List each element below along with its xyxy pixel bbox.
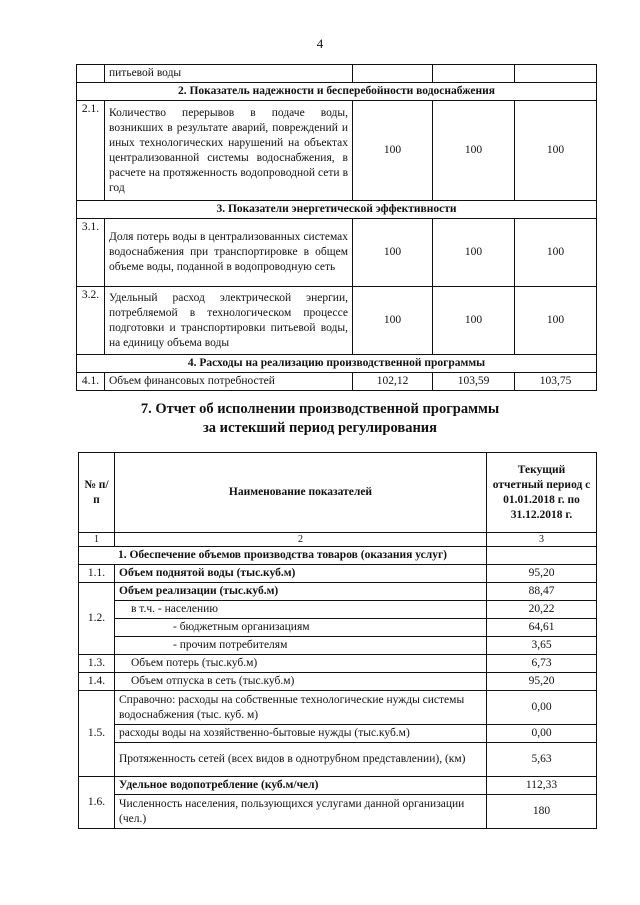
row-value: 100	[433, 287, 515, 355]
table-row: Численность населения, пользующихся услугами данной организации (чел.) 180	[79, 795, 597, 829]
row-value: 100	[433, 101, 515, 201]
section-row	[77, 83, 597, 101]
section7-title-line1: 7. Отчет об исполнении производственной программы	[140, 401, 500, 417]
row-value: 100	[515, 287, 597, 355]
table-row	[77, 219, 597, 287]
indicators-table	[76, 64, 597, 391]
header-period: Текущий отчетный период с 01.01.2018 г. по 31.12.2018 г.	[487, 453, 597, 533]
section4-title: 4. Расходы на реализацию производственной программы	[77, 355, 597, 373]
row-description: Удельный расход электрической энергии, потребляемой в технологическом процессе подготовки и транспортировки питьевой воды, на единицу объема воды	[105, 287, 353, 355]
page-number: 4	[316, 36, 324, 51]
header-name: Наименование показателей	[115, 453, 487, 533]
row-number: 3.2.	[77, 287, 105, 355]
table-row: 1.1. Объем поднятой воды (тыс.куб.м) 95,20	[79, 565, 597, 583]
table-row: - бюджетным организациям 64,61	[79, 619, 597, 637]
section3-title: 3. Показатели энергетической эффективности	[77, 201, 597, 219]
row-value: 100	[353, 287, 433, 355]
header-row	[79, 453, 597, 533]
table-row	[77, 287, 597, 355]
row-value: 103,59	[433, 373, 515, 391]
row-number: 4.1.	[77, 373, 105, 391]
table-row: 1.5. Справочно: расходы на собственные технологические нужды системы водоснабжения (тыс. куб. м) 0,00	[79, 691, 597, 725]
report-table	[78, 452, 597, 829]
section7-title-line2: за истекший период регулирования	[202, 420, 438, 436]
section-row	[77, 201, 597, 219]
row-value: 100	[433, 219, 515, 287]
section2-title: 2. Показатель надежности и бесперебойности водоснабжения	[77, 83, 597, 101]
row-description: Количество перерывов в подаче воды, возникших в результате аварий, повреждений и иных технологических нарушений на объектах централизованной системы водоснабжения, в расчете на протяженность водопроводной сети в год	[105, 101, 353, 201]
row-description: Доля потерь воды в централизованных системах водоснабжения при транспортировке в общем объеме воды, поданной в водопроводную сеть	[105, 219, 353, 287]
table-row: 1.4. Объем отпуска в сеть (тыс.куб.м) 95,20	[79, 673, 597, 691]
table-row: - прочим потребителям 3,65	[79, 637, 597, 655]
table-row	[77, 101, 597, 201]
table-row: в т.ч. - населению 20,22	[79, 601, 597, 619]
section1-title: 1. Обеспечение объемов производства товаров (оказания услуг)	[79, 547, 487, 565]
section-row	[77, 355, 597, 373]
section-row	[79, 547, 597, 565]
table-row: 1.2. Объем реализации (тыс.куб.м) 88,47	[79, 583, 597, 601]
row-description: Объем финансовых потребностей	[105, 373, 353, 391]
continuation-text: питьевой воды	[105, 65, 353, 83]
table-row	[77, 373, 597, 391]
row-value: 102,12	[353, 373, 433, 391]
table-row: 1.3. Объем потерь (тыс.куб.м) 6,73	[79, 655, 597, 673]
row-value: 100	[515, 101, 597, 201]
row-value: 100	[515, 219, 597, 287]
section7-title	[0, 400, 640, 438]
row-number: 3.1.	[77, 219, 105, 287]
header-number: № п/п	[79, 453, 115, 533]
row-number: 2.1.	[77, 101, 105, 201]
row-value: 100	[353, 101, 433, 201]
index-row: 1 2 3	[79, 533, 597, 547]
table-row: Протяженность сетей (всех видов в однотрубном представлении), (км) 5,63	[79, 743, 597, 777]
table-row: расходы воды на хозяйственно-бытовые нужды (тыс.куб.м) 0,00	[79, 725, 597, 743]
table-row: 1.6. Удельное водопотребление (куб.м/чел) 112,33	[79, 777, 597, 795]
row-value: 100	[353, 219, 433, 287]
row-value: 103,75	[515, 373, 597, 391]
table-row	[77, 65, 597, 83]
